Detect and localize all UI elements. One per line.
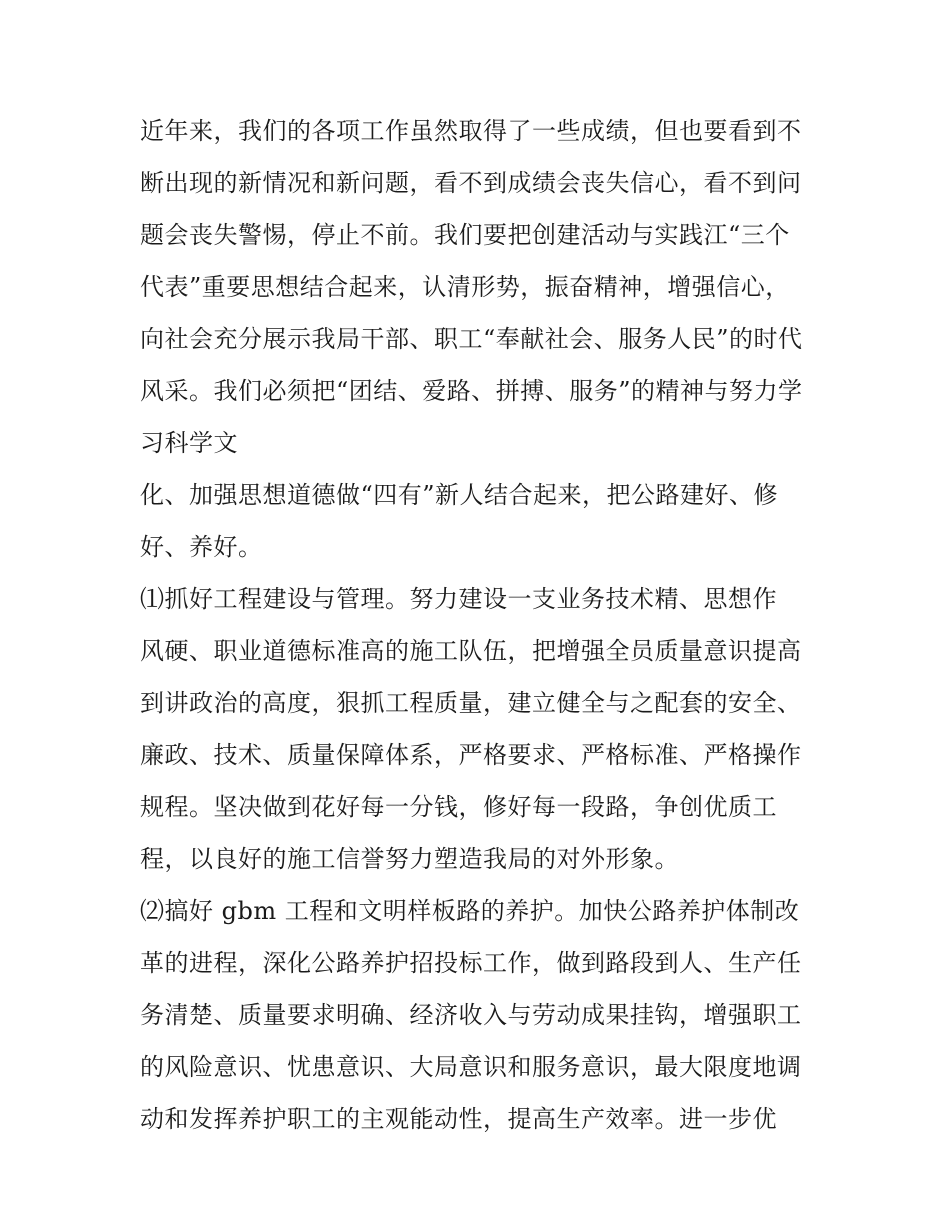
text-line: ⑴抓好工程建设与管理。努力建设一支业务技术精、思想作 [140, 585, 777, 613]
text-line: 务清楚、质量要求明确、经济收入与劳动成果挂钩，增强职工 [140, 1001, 802, 1029]
text-line: 廉政、技术、质量保障体系，严格要求、严格标准、严格操作 [140, 741, 802, 769]
text-line: 规程。坚决做到花好每一分钱，修好每一段路，争创优质工 [140, 793, 777, 821]
text-line: 代表”重要思想结合起来，认清形势，振奋精神，增强信心， [140, 273, 790, 301]
text-line: 好、养好。 [140, 533, 263, 561]
text-line: ⑵搞好 gbm 工程和文明样板路的养护。加快公路养护体制改 [140, 897, 800, 925]
text-line: 化、加强思想道德做“四有”新人结合起来，把公路建好、修 [140, 481, 779, 509]
text-line: 的风险意识、忧患意识、大局意识和服务意识，最大限度地调 [140, 1053, 802, 1081]
text-line: 题会丧失警惕，停止不前。我们要把创建活动与实践江“三个 [140, 221, 790, 249]
text-line: 革的进程，深化公路养护招投标工作，做到路段到人、生产任 [140, 949, 802, 977]
text-line: 程，以良好的施工信誉努力塑造我局的对外形象。 [140, 845, 679, 873]
text-line: 动和发挥养护职工的主观能动性，提高生产效率。进一步优 [140, 1105, 777, 1133]
text-line: 向社会充分展示我局干部、职工“奉献社会、服务人民”的时代 [140, 325, 803, 353]
text-line: 风硬、职业道德标准高的施工队伍，把增强全员质量意识提高 [140, 637, 802, 665]
text-line: 断出现的新情况和新问题，看不到成绩会丧失信心，看不到问 [140, 169, 802, 197]
text-line: 风采。我们必须把“团结、爱路、拼搏、服务”的精神与努力学 [140, 377, 803, 405]
text-line: 到讲政治的高度，狠抓工程质量，建立健全与之配套的安全、 [140, 689, 802, 717]
text-line: 近年来，我们的各项工作虽然取得了一些成绩，但也要看到不 [140, 117, 802, 145]
text-line: 习科学文 [140, 429, 238, 457]
body-text [140, 105, 830, 1145]
